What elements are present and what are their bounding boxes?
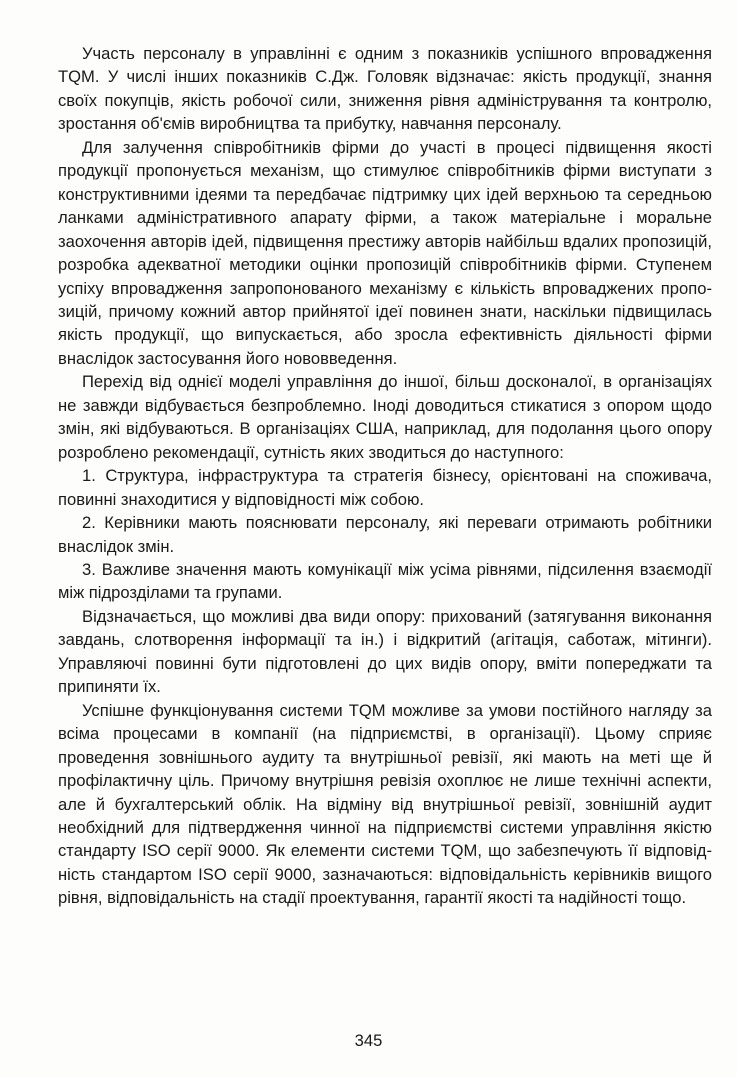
page-number: 345 xyxy=(354,1031,383,1050)
body-text xyxy=(58,42,712,910)
paragraph-types-of-resistance: Відзначається, що можливі два види опору: прихований (затягування виконання завдань, слотворення інформації та ін.) і відкритий (агітація, саботаж, мітинги). Управляючі повинні бути підготовлені до цих видів опору, вміти попереджати та припиняти їх. xyxy=(58,606,712,697)
paragraph-employee-mechanism: Для залучення співробітників фірми до участі в процесі підвищення якості продукції пропонується механізм, що стимулює співробітників фірми виступати з конструктивними ідеями та передбачає підтримку цих ідей верхньою та середньою ланками адміністративного апарату фірми, а також матеріальне і моральне заохочення авторів ідей, підвищення престижу авторів найбільш вдалих пропозицій, розробка адекватної методики оцінки пропозицій співробітників фірми. Ступенем успіху впровадження запропонованого механізму є кількість впроваджених пропозицій, причому кожний автор прийнятої ідеї повинен знати, наскільки підвищилась якість продукції, що випускається, або зросла ефективність діяльності фірми внаслідок застосування його нововведення. xyxy=(58,137,712,368)
paragraph-resistance-to-change: Перехід від однієї моделі управління до іншої, більш досконалої, в організаціях не завжди відбувається безпроблемно. Іноді доводиться стикатися з опором щодо змін, які відбуваються. В організаціях США, наприклад, для подолання цього опору розроблено рекомендації, сутність яких зводиться до наступного: xyxy=(58,372,712,462)
list-item-recommendation-3: 3. Важливе значення мають комунікації між усіма рівнями, підсилення взаємодії між підрозділами та групами. xyxy=(58,559,712,603)
paragraph-audit-and-revision: Успішне функціонування системи TQM можливе за умови постійного нагляду за всіма процесами в компанії (на підприємстві, в організації). Цьому сприяє проведення зовнішнього аудиту та внутрішньої ревізії, які мають на меті ще й профілактичну ціль. Причому внутрішня ревізія охоплює не лише технічні аспекти, але й бухгалтерський облік. На відміну від внутрішньої ревізії, зовнішній аудит необхідний для підтвердження чинної на підприємстві системи управління якістю стандарту ISO серії 9000. Як елементи системи TQM, що забезпечують її відповідність стандартом ISO серії 9000, зазначаються: відповідальність керівників вищого рівня, відповідальність на стадії проектування, гарантії якості та надійності тощо. xyxy=(58,700,712,908)
list-item-recommendation-1: 1. Структура, інфраструктура та стратегія бізнесу, орієнтовані на споживача, повинні знаходитися у відповідності між собою. xyxy=(58,466,712,509)
paragraph-tqm-indicators: Участь персоналу в управлінні є одним з показників успішного впровадження TQM. У числі інших показників С.Дж. Головяк відзначає: якість продукції, знання своїх покупців, якість робочої сили, зниження рівня адміністрування та контролю, зростання об'ємів виробництва та прибутку, навчання персоналу. xyxy=(58,44,712,134)
list-item-recommendation-2: 2. Керівники мають пояснювати персоналу, які переваги отримають робітники внаслідок змін. xyxy=(58,513,712,556)
